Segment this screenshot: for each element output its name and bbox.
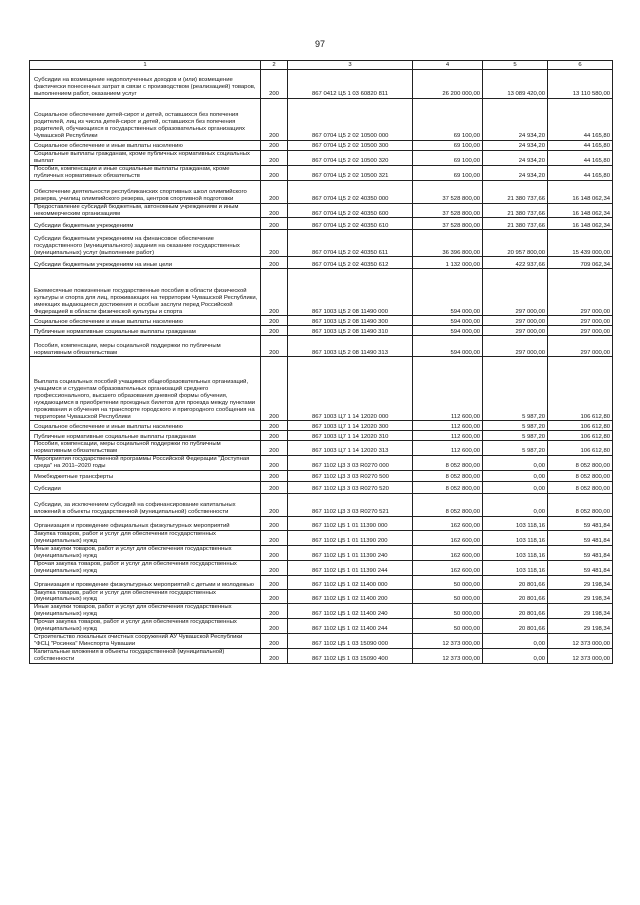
table-row xyxy=(30,456,613,471)
row-kbk-cell: 867 1102 Ц5 1 01 11390 000 xyxy=(288,517,413,531)
row-code-cell: 200 xyxy=(261,70,288,99)
row-plan-cell: 50 000,00 xyxy=(413,604,483,619)
row-name-cell: Пособия, компенсации и иные социальные выплаты гражданам, кроме публичных нормативных обязательств xyxy=(30,165,261,180)
row-plan-cell: 26 200 000,00 xyxy=(413,70,483,99)
row-code-cell: 200 xyxy=(261,257,288,269)
row-code-cell: 200 xyxy=(261,316,288,326)
row-name-cell: Пособия, компенсации, меры социальной поддержки по публичным нормативным обязательствам xyxy=(30,441,261,456)
row-code-cell: 200 xyxy=(261,517,288,531)
row-exec-cell: 20 957 800,00 xyxy=(483,230,548,257)
row-exec-cell: 24 934,20 xyxy=(483,151,548,166)
table-row xyxy=(30,431,613,441)
row-name-cell: Социальное обеспечение детей-сирот и детей, оставшихся без попечения родителей, лиц из числа детей-сирот и детей, оставшихся без попечения родителей, обучающихся в государственных образовательных организациях Чувашской Республики xyxy=(30,99,261,141)
row-code-cell: 200 xyxy=(261,421,288,431)
row-name-cell: Социальные выплаты гражданам, кроме публичных нормативных социальных выплат xyxy=(30,151,261,166)
row-kbk-cell: 867 0704 Ц5 2 02 40350 600 xyxy=(288,203,413,218)
row-plan-cell: 162 600,00 xyxy=(413,531,483,546)
row-code-cell: 200 xyxy=(261,441,288,456)
row-plan-cell: 112 600,00 xyxy=(413,441,483,456)
row-plan-cell: 8 052 800,00 xyxy=(413,482,483,494)
row-kbk-cell: 867 1102 Ц5 1 03 15090 400 xyxy=(288,648,413,663)
row-name-cell: Иные закупки товаров, работ и услуг для обеспечения государственных (муниципальных) нужд xyxy=(30,604,261,619)
table-row xyxy=(30,575,613,589)
row-code-cell: 200 xyxy=(261,545,288,560)
row-exec-cell: 20 801,66 xyxy=(483,575,548,589)
row-rest-cell: 29 198,34 xyxy=(548,619,613,634)
row-plan-cell: 112 600,00 xyxy=(413,421,483,431)
row-exec-cell: 0,00 xyxy=(483,456,548,471)
row-exec-cell: 103 118,16 xyxy=(483,531,548,546)
row-name-cell: Прочая закупка товаров, работ и услуг для обеспечения государственных (муниципальных) нужд xyxy=(30,560,261,575)
table-row xyxy=(30,441,613,456)
row-exec-cell: 24 934,20 xyxy=(483,165,548,180)
row-rest-cell: 8 052 800,00 xyxy=(548,494,613,517)
table-row xyxy=(30,494,613,517)
row-kbk-cell: 867 0704 Ц5 2 02 10500 320 xyxy=(288,151,413,166)
table-row xyxy=(30,421,613,431)
row-name-cell: Социальное обеспечение и иные выплаты населению xyxy=(30,316,261,326)
row-rest-cell: 106 612,80 xyxy=(548,431,613,441)
row-kbk-cell: 867 1102 Ц5 1 02 11400 200 xyxy=(288,589,413,604)
row-code-cell: 200 xyxy=(261,357,288,421)
row-kbk-cell: 867 0412 Ц5 1 03 60820 811 xyxy=(288,70,413,99)
row-kbk-cell: 867 1102 Ц5 1 01 11390 240 xyxy=(288,545,413,560)
table-row xyxy=(30,316,613,326)
row-code-cell: 200 xyxy=(261,180,288,203)
row-name-cell: Социальное обеспечение и иные выплаты населению xyxy=(30,421,261,431)
row-name-cell: Межбюджетные трансферты xyxy=(30,471,261,482)
table-header-row xyxy=(30,61,613,70)
row-rest-cell: 59 481,84 xyxy=(548,545,613,560)
row-code-cell: 200 xyxy=(261,589,288,604)
row-exec-cell: 0,00 xyxy=(483,633,548,648)
row-name-cell: Социальное обеспечение и иные выплаты населению xyxy=(30,141,261,151)
row-exec-cell: 13 089 420,00 xyxy=(483,70,548,99)
column-header: 4 xyxy=(413,61,483,70)
row-plan-cell: 594 000,00 xyxy=(413,269,483,316)
row-plan-cell: 8 052 800,00 xyxy=(413,494,483,517)
row-code-cell: 200 xyxy=(261,456,288,471)
row-kbk-cell: 867 1003 Ц5 2 08 11490 000 xyxy=(288,269,413,316)
row-code-cell: 200 xyxy=(261,230,288,257)
table-row xyxy=(30,357,613,421)
row-exec-cell: 297 000,00 xyxy=(483,316,548,326)
row-name-cell: Обеспечение деятельности республиканских спортивных школ олимпийского резерва, училищ олимпийского резерва, центров спортивной подготовки xyxy=(30,180,261,203)
row-code-cell: 200 xyxy=(261,482,288,494)
row-code-cell: 200 xyxy=(261,619,288,634)
row-exec-cell: 0,00 xyxy=(483,482,548,494)
row-code-cell: 200 xyxy=(261,336,288,357)
row-code-cell: 200 xyxy=(261,575,288,589)
column-header: 3 xyxy=(288,61,413,70)
row-code-cell: 200 xyxy=(261,494,288,517)
row-rest-cell: 13 110 580,00 xyxy=(548,70,613,99)
row-rest-cell: 12 373 000,00 xyxy=(548,648,613,663)
table-row xyxy=(30,471,613,482)
row-kbk-cell: 867 1003 Ц5 2 08 11490 300 xyxy=(288,316,413,326)
row-name-cell: Выплата социальных пособий учащимся общеобразовательных организаций, учащимся и студентам образовательных организаций среднего профессионального, высшего образования дневной формы обучения, нуждающимся в приобретении проездных билетов для проезда между пунктами проживания и обучения на транспорте городского и пригородного сообщения на территории Чувашской Республики xyxy=(30,357,261,421)
row-kbk-cell: 867 1003 Ц7 1 14 12020 310 xyxy=(288,431,413,441)
row-code-cell: 200 xyxy=(261,218,288,230)
table-row xyxy=(30,633,613,648)
row-kbk-cell: 867 1102 Ц3 3 03 R0270 521 xyxy=(288,494,413,517)
row-code-cell: 200 xyxy=(261,633,288,648)
row-name-cell: Публичные нормативные социальные выплаты гражданам xyxy=(30,326,261,336)
row-exec-cell: 24 934,20 xyxy=(483,99,548,141)
row-exec-cell: 20 801,66 xyxy=(483,619,548,634)
row-code-cell: 200 xyxy=(261,165,288,180)
row-plan-cell: 50 000,00 xyxy=(413,589,483,604)
table-row xyxy=(30,560,613,575)
table-row xyxy=(30,230,613,257)
row-exec-cell: 0,00 xyxy=(483,648,548,663)
row-rest-cell: 59 481,84 xyxy=(548,531,613,546)
row-exec-cell: 20 801,66 xyxy=(483,604,548,619)
row-kbk-cell: 867 1102 Ц5 1 02 11400 000 xyxy=(288,575,413,589)
row-code-cell: 200 xyxy=(261,604,288,619)
row-name-cell: Иные закупки товаров, работ и услуг для обеспечения государственных (муниципальных) нужд xyxy=(30,545,261,560)
row-name-cell: Субсидии, за исключением субсидий на софинансирование капитальных вложений в объекты государственной (муниципальной) собственности xyxy=(30,494,261,517)
row-plan-cell: 36 396 800,00 xyxy=(413,230,483,257)
table-row xyxy=(30,165,613,180)
row-plan-cell: 37 528 800,00 xyxy=(413,180,483,203)
row-name-cell: Закупка товаров, работ и услуг для обеспечения государственных (муниципальных) нужд xyxy=(30,589,261,604)
row-name-cell: Строительство локальных очистных сооружений АУ Чувашской Республики "ФСЦ "Росинка" Минспорта Чувашии xyxy=(30,633,261,648)
table-row xyxy=(30,336,613,357)
row-rest-cell: 12 373 000,00 xyxy=(548,633,613,648)
row-exec-cell: 5 987,20 xyxy=(483,441,548,456)
row-rest-cell: 16 148 062,34 xyxy=(548,218,613,230)
row-plan-cell: 594 000,00 xyxy=(413,326,483,336)
column-header: 1 xyxy=(30,61,261,70)
table-row xyxy=(30,545,613,560)
row-rest-cell: 16 148 062,34 xyxy=(548,180,613,203)
row-exec-cell: 422 937,66 xyxy=(483,257,548,269)
table-row xyxy=(30,326,613,336)
column-header: 6 xyxy=(548,61,613,70)
row-rest-cell: 59 481,84 xyxy=(548,517,613,531)
row-name-cell: Предоставление субсидий бюджетным, автономным учреждениям и иным некоммерческим организациям xyxy=(30,203,261,218)
row-rest-cell: 44 165,80 xyxy=(548,151,613,166)
row-kbk-cell: 867 1102 Ц3 3 03 R0270 000 xyxy=(288,456,413,471)
row-plan-cell: 162 600,00 xyxy=(413,517,483,531)
table-row xyxy=(30,151,613,166)
table-row xyxy=(30,269,613,316)
row-kbk-cell: 867 1003 Ц7 1 14 12020 313 xyxy=(288,441,413,456)
row-name-cell: Организация и проведение официальных физкультурных мероприятий xyxy=(30,517,261,531)
row-kbk-cell: 867 1102 Ц3 3 03 R0270 500 xyxy=(288,471,413,482)
row-plan-cell: 8 052 800,00 xyxy=(413,456,483,471)
row-rest-cell: 709 062,34 xyxy=(548,257,613,269)
table-row xyxy=(30,517,613,531)
table-row xyxy=(30,589,613,604)
row-kbk-cell: 867 1003 Ц5 2 08 11490 310 xyxy=(288,326,413,336)
row-exec-cell: 0,00 xyxy=(483,494,548,517)
row-rest-cell: 59 481,84 xyxy=(548,560,613,575)
row-rest-cell: 106 612,80 xyxy=(548,357,613,421)
row-plan-cell: 69 100,00 xyxy=(413,141,483,151)
row-kbk-cell: 867 0704 Ц5 2 02 40350 610 xyxy=(288,218,413,230)
row-plan-cell: 50 000,00 xyxy=(413,575,483,589)
row-rest-cell: 15 439 000,00 xyxy=(548,230,613,257)
table-row xyxy=(30,218,613,230)
row-plan-cell: 12 373 000,00 xyxy=(413,648,483,663)
row-plan-cell: 594 000,00 xyxy=(413,316,483,326)
row-exec-cell: 103 118,16 xyxy=(483,545,548,560)
row-plan-cell: 112 600,00 xyxy=(413,357,483,421)
row-plan-cell: 162 600,00 xyxy=(413,545,483,560)
table-row xyxy=(30,257,613,269)
row-name-cell: Публичные нормативные социальные выплаты гражданам xyxy=(30,431,261,441)
row-kbk-cell: 867 1102 Ц5 1 01 11390 244 xyxy=(288,560,413,575)
row-rest-cell: 16 148 062,34 xyxy=(548,203,613,218)
row-kbk-cell: 867 0704 Ц5 2 02 40350 611 xyxy=(288,230,413,257)
row-rest-cell: 44 165,80 xyxy=(548,165,613,180)
table-row xyxy=(30,531,613,546)
row-kbk-cell: 867 0704 Ц5 2 02 40350 000 xyxy=(288,180,413,203)
row-code-cell: 200 xyxy=(261,431,288,441)
row-name-cell: Прочая закупка товаров, работ и услуг для обеспечения государственных (муниципальных) нужд xyxy=(30,619,261,634)
row-exec-cell: 24 934,20 xyxy=(483,141,548,151)
row-rest-cell: 297 000,00 xyxy=(548,336,613,357)
row-name-cell: Субсидии xyxy=(30,482,261,494)
row-name-cell: Пособия, компенсации, меры социальной поддержки по публичным нормативным обязательствам xyxy=(30,336,261,357)
row-rest-cell: 29 198,34 xyxy=(548,589,613,604)
budget-table xyxy=(29,60,613,664)
row-kbk-cell: 867 1102 Ц5 1 02 11400 244 xyxy=(288,619,413,634)
row-kbk-cell: 867 1003 Ц7 1 14 12020 300 xyxy=(288,421,413,431)
row-plan-cell: 69 100,00 xyxy=(413,99,483,141)
row-rest-cell: 29 198,34 xyxy=(548,604,613,619)
row-kbk-cell: 867 0704 Ц5 2 02 40350 612 xyxy=(288,257,413,269)
row-exec-cell: 5 987,20 xyxy=(483,421,548,431)
row-kbk-cell: 867 1102 Ц5 1 02 11400 240 xyxy=(288,604,413,619)
row-exec-cell: 21 380 737,66 xyxy=(483,203,548,218)
table-row xyxy=(30,604,613,619)
row-plan-cell: 12 373 000,00 xyxy=(413,633,483,648)
row-name-cell: Субсидии бюджетным учреждениям xyxy=(30,218,261,230)
page-number: 97 xyxy=(314,39,325,49)
row-code-cell: 200 xyxy=(261,151,288,166)
table-row xyxy=(30,648,613,663)
row-exec-cell: 5 987,20 xyxy=(483,431,548,441)
table-row xyxy=(30,99,613,141)
row-rest-cell: 44 165,80 xyxy=(548,99,613,141)
row-code-cell: 200 xyxy=(261,471,288,482)
row-code-cell: 200 xyxy=(261,99,288,141)
row-name-cell: Капитальные вложения в объекты государственной (муниципальной) собственности xyxy=(30,648,261,663)
row-plan-cell: 69 100,00 xyxy=(413,151,483,166)
table-row xyxy=(30,180,613,203)
row-kbk-cell: 867 0704 Ц5 2 02 10500 321 xyxy=(288,165,413,180)
row-code-cell: 200 xyxy=(261,531,288,546)
column-header: 2 xyxy=(261,61,288,70)
table-row xyxy=(30,619,613,634)
row-rest-cell: 44 165,80 xyxy=(548,141,613,151)
row-kbk-cell: 867 1102 Ц3 3 03 R0270 520 xyxy=(288,482,413,494)
row-plan-cell: 69 100,00 xyxy=(413,165,483,180)
row-name-cell: Субсидии бюджетным учреждениям на иные цели xyxy=(30,257,261,269)
table-row xyxy=(30,482,613,494)
row-kbk-cell: 867 0704 Ц5 2 02 10500 000 xyxy=(288,99,413,141)
table-row xyxy=(30,70,613,99)
row-code-cell: 200 xyxy=(261,560,288,575)
table-row xyxy=(30,141,613,151)
row-rest-cell: 106 612,80 xyxy=(548,421,613,431)
row-code-cell: 200 xyxy=(261,648,288,663)
row-rest-cell: 297 000,00 xyxy=(548,326,613,336)
row-name-cell: Закупка товаров, работ и услуг для обеспечения государственных (муниципальных) нужд xyxy=(30,531,261,546)
row-name-cell: Организация и проведение физкультурных мероприятий с детьми и молодежью xyxy=(30,575,261,589)
row-exec-cell: 21 380 737,66 xyxy=(483,180,548,203)
row-exec-cell: 297 000,00 xyxy=(483,336,548,357)
row-name-cell: Ежемесячные пожизненные государственные пособия в области физической культуры и спорта для лиц, проживающих на территории Чувашской Республики, имеющих выдающиеся достижения и особые заслуги перед Российской Федерацией в области физической культуры и спорта xyxy=(30,269,261,316)
row-code-cell: 200 xyxy=(261,326,288,336)
row-code-cell: 200 xyxy=(261,203,288,218)
row-code-cell: 200 xyxy=(261,141,288,151)
row-rest-cell: 8 052 800,00 xyxy=(548,471,613,482)
row-exec-cell: 20 801,66 xyxy=(483,589,548,604)
row-name-cell: Субсидии бюджетным учреждениям на финансовое обеспечение государственного (муниципального) задания на оказание государственных (муниципальных) услуг (выполнение работ) xyxy=(30,230,261,257)
row-kbk-cell: 867 0704 Ц5 2 02 10500 300 xyxy=(288,141,413,151)
row-kbk-cell: 867 1003 Ц5 2 08 11490 313 xyxy=(288,336,413,357)
row-plan-cell: 37 528 800,00 xyxy=(413,218,483,230)
row-rest-cell: 8 052 800,00 xyxy=(548,482,613,494)
row-exec-cell: 21 380 737,66 xyxy=(483,218,548,230)
row-kbk-cell: 867 1102 Ц5 1 01 11390 200 xyxy=(288,531,413,546)
row-rest-cell: 8 052 800,00 xyxy=(548,456,613,471)
row-exec-cell: 103 118,16 xyxy=(483,517,548,531)
row-plan-cell: 162 600,00 xyxy=(413,560,483,575)
row-exec-cell: 103 118,16 xyxy=(483,560,548,575)
row-exec-cell: 5 987,20 xyxy=(483,357,548,421)
row-rest-cell: 297 000,00 xyxy=(548,316,613,326)
row-kbk-cell: 867 1003 Ц7 1 14 12020 000 xyxy=(288,357,413,421)
row-exec-cell: 297 000,00 xyxy=(483,269,548,316)
row-exec-cell: 0,00 xyxy=(483,471,548,482)
row-plan-cell: 1 132 000,00 xyxy=(413,257,483,269)
column-header: 5 xyxy=(483,61,548,70)
row-name-cell: Мероприятия государственной программы Российской Федерации "Доступная среда" на 2011–2020 годы xyxy=(30,456,261,471)
row-plan-cell: 112 600,00 xyxy=(413,431,483,441)
row-rest-cell: 106 612,80 xyxy=(548,441,613,456)
row-kbk-cell: 867 1102 Ц5 1 03 15090 000 xyxy=(288,633,413,648)
row-code-cell: 200 xyxy=(261,269,288,316)
row-exec-cell: 297 000,00 xyxy=(483,326,548,336)
row-plan-cell: 8 052 800,00 xyxy=(413,471,483,482)
row-plan-cell: 50 000,00 xyxy=(413,619,483,634)
row-plan-cell: 37 528 800,00 xyxy=(413,203,483,218)
table-row xyxy=(30,203,613,218)
row-rest-cell: 29 198,34 xyxy=(548,575,613,589)
row-plan-cell: 594 000,00 xyxy=(413,336,483,357)
row-rest-cell: 297 000,00 xyxy=(548,269,613,316)
row-name-cell: Субсидии на возмещение недополученных доходов и (или) возмещение фактически понесенных затрат в связи с производством (реализацией) товаров, выполнением работ, оказанием услуг xyxy=(30,70,261,99)
